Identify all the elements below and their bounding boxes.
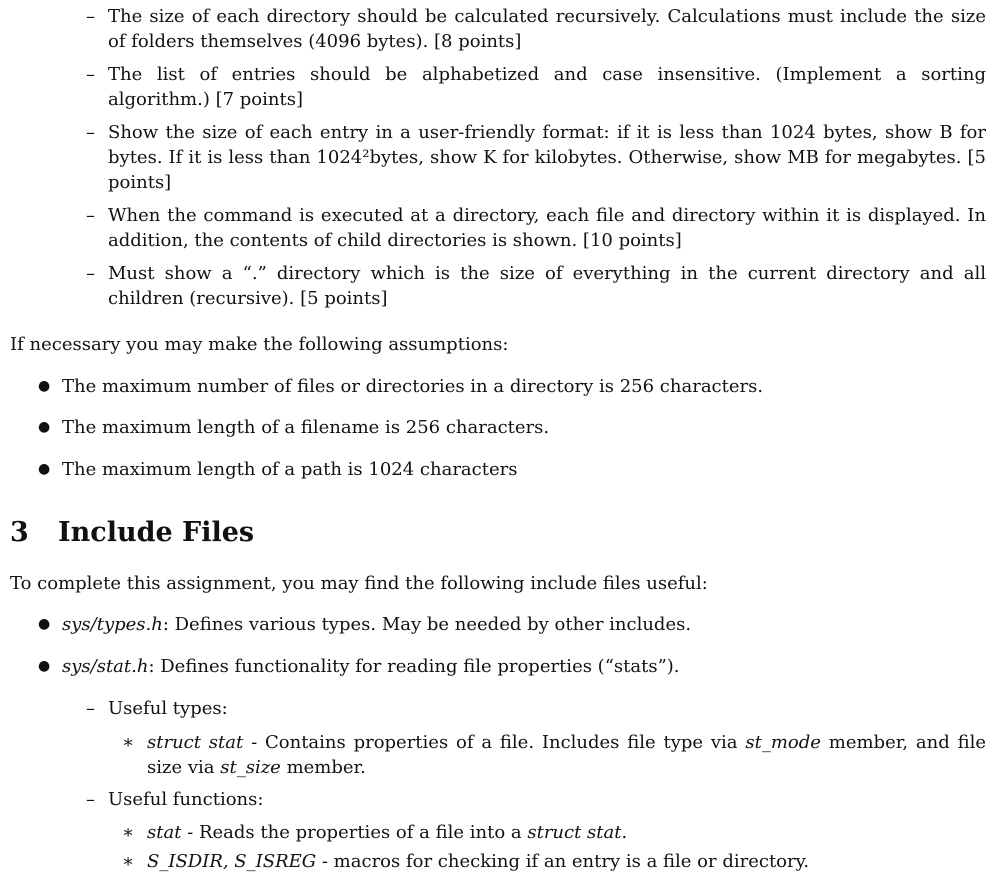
- include-name: sys/stat.h: [62, 656, 149, 677]
- function-desc: - Reads the properties of a file into a: [181, 822, 528, 843]
- bullet-marker: ●: [38, 461, 51, 477]
- function-entry-text: [147, 849, 809, 874]
- section-number: 3: [10, 517, 29, 548]
- section-heading: [10, 517, 254, 549]
- type-desc: member.: [280, 757, 366, 778]
- function-name: S_ISDIR, S_ISREG: [147, 851, 317, 872]
- requirement-text: The list of entries should be alphabetized and case insensitive. (Implement a sorting algorithm.) [7 points]: [108, 64, 986, 110]
- dash-marker: –: [86, 263, 95, 284]
- dash-marker: –: [86, 205, 95, 226]
- includes-intro: To complete this assignment, you may find the following include files useful:: [10, 573, 708, 594]
- dash-marker: –: [86, 6, 95, 27]
- requirement-item: [86, 62, 986, 112]
- function-entry: [122, 849, 986, 874]
- useful-types-label: Useful types:: [108, 698, 228, 719]
- type-desc: - Contains properties of a file. Includes file type via: [243, 732, 746, 753]
- bullet-marker: ●: [38, 419, 51, 435]
- requirement-text: Show the size of each entry in a user-friendly format: if it is less than 1024 bytes, show B for bytes. If it is less than 1024²bytes, show K for kilobytes. Otherwise, show MB for megabytes. [5 points]: [108, 122, 986, 193]
- type-entry: [122, 730, 986, 780]
- assumption-item: [38, 374, 978, 399]
- bullet-marker: ●: [38, 378, 51, 394]
- function-entry: [122, 820, 986, 845]
- dash-marker: –: [86, 789, 95, 810]
- dash-marker: –: [86, 698, 95, 719]
- assumption-text: The maximum length of a path is 1024 characters: [62, 459, 518, 480]
- requirement-text: The size of each directory should be calculated recursively. Calculations must include the size of folders themselves (4096 bytes). [8 points]: [108, 6, 986, 52]
- function-desc: - macros for checking if an entry is a file or directory.: [316, 851, 810, 872]
- assumptions-intro: If necessary you may make the following assumptions:: [10, 334, 509, 355]
- useful-functions-item: [86, 787, 986, 812]
- assumption-item: [38, 415, 978, 440]
- assumption-text: The maximum number of files or directories in a directory is 256 characters.: [62, 376, 764, 397]
- type-entry-text: [147, 730, 986, 780]
- assumption-item: [38, 457, 978, 482]
- include-desc: : Defines various types. May be needed by other includes.: [162, 614, 692, 635]
- function-entry-text: [147, 820, 627, 845]
- include-item: [38, 654, 978, 679]
- include-name: sys/types.h: [62, 614, 163, 635]
- requirement-item: [86, 120, 986, 195]
- assumption-text: The maximum length of a filename is 256 characters.: [62, 417, 550, 438]
- type-desc: member, and file size via: [147, 732, 986, 778]
- dash-marker: –: [86, 122, 95, 143]
- star-marker: ∗: [122, 822, 135, 843]
- useful-types-item: [86, 696, 986, 721]
- function-extra: struct stat: [527, 822, 622, 843]
- member-name: st_mode: [745, 732, 821, 753]
- function-name: stat: [147, 822, 182, 843]
- requirement-item: [86, 4, 986, 54]
- section-title: Include Files: [58, 517, 255, 548]
- function-end: .: [621, 822, 628, 843]
- requirement-item: [86, 203, 986, 253]
- requirement-text: Must show a “.” directory which is the size of everything in the current directory and all children (recursive). [5 points]: [108, 263, 986, 309]
- dash-marker: –: [86, 64, 95, 85]
- requirement-text: When the command is executed at a directory, each file and directory within it is displayed. In addition, the contents of child directories is shown. [10 points]: [108, 205, 986, 251]
- include-item: [38, 612, 978, 637]
- member-name: st_size: [220, 757, 281, 778]
- star-marker: ∗: [122, 732, 135, 753]
- star-marker: ∗: [122, 851, 135, 872]
- bullet-marker: ●: [38, 616, 51, 632]
- bullet-marker: ●: [38, 658, 51, 674]
- requirement-item: [86, 261, 986, 311]
- useful-functions-label: Useful functions:: [108, 789, 264, 810]
- include-desc: : Defines functionality for reading file properties (“stats”).: [148, 656, 680, 677]
- type-name: struct stat: [147, 732, 244, 753]
